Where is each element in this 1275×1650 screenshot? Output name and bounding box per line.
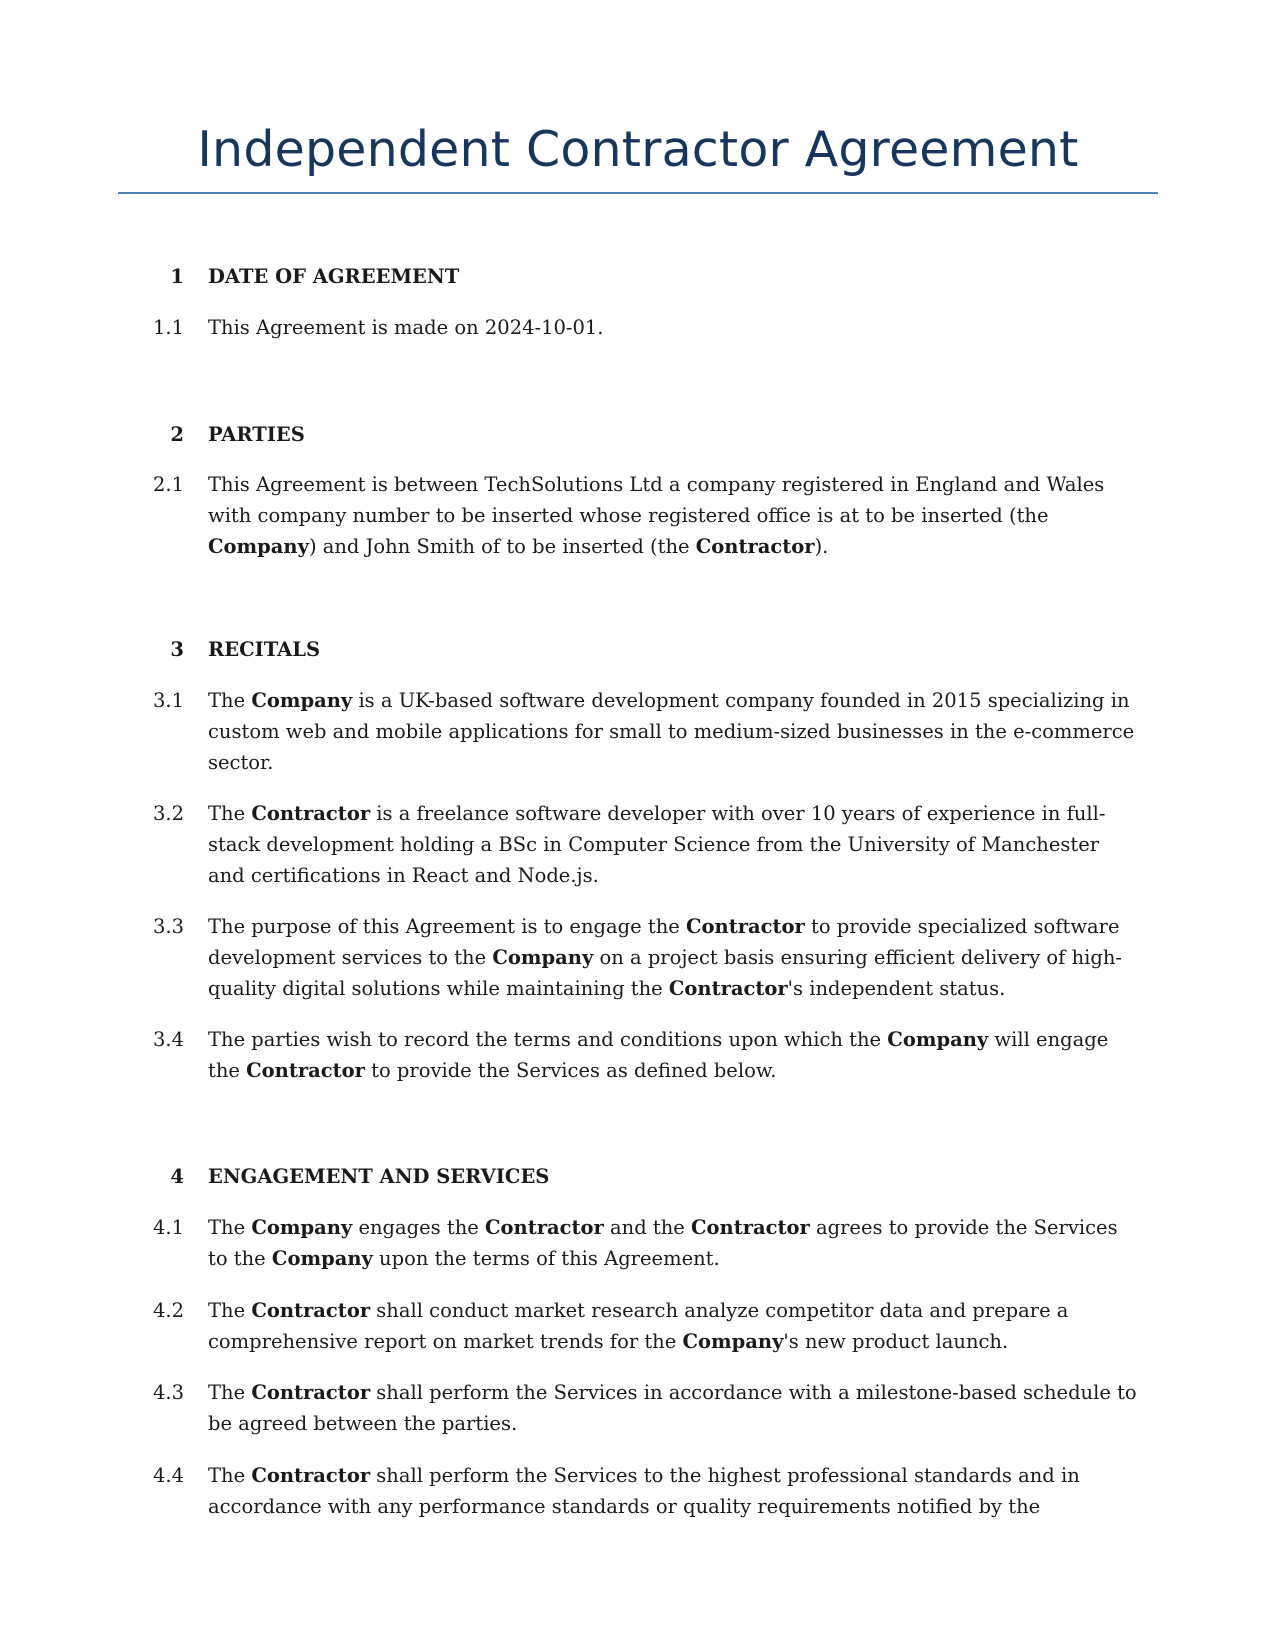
defined-term-contractor: Contractor — [251, 1464, 371, 1487]
section-number: 4 — [170, 1165, 184, 1188]
defined-term-contractor: Contractor — [695, 535, 815, 558]
section-title: DATE OF AGREEMENT — [208, 265, 460, 288]
clause-text: The Contractor shall perform the Services to the highest professional standards and in accordance with any performance standards or quality requirements notified by the — [208, 1464, 1080, 1518]
document-title: Independent Contractor Agreement — [197, 121, 1079, 178]
section-number: 3 — [170, 638, 184, 661]
defined-term-company: Company — [251, 1216, 353, 1239]
section-date-of-agreement — [0, 262, 1275, 292]
section-parties — [0, 420, 1275, 450]
defined-term-company: Company — [682, 1330, 784, 1353]
clause-number: 2.1 — [152, 473, 184, 496]
section-title: ENGAGEMENT AND SERVICES — [208, 1165, 550, 1188]
clause-text: The purpose of this Agreement is to engage the Contractor to provide specialized software development services to the Company on a project basis ensuring efficient delivery of high-quality digital solutions while maintaining the Contractor's independent status. — [208, 915, 1123, 1000]
defined-term-company: Company — [492, 946, 594, 969]
clause-number: 3.2 — [152, 802, 184, 825]
defined-term-contractor: Contractor — [246, 1059, 365, 1082]
defined-term-company: Company — [887, 1028, 989, 1051]
defined-term-company: Company — [208, 535, 309, 558]
clause-text: The Company engages the Contractor and the Contractor agrees to provide the Services to the Company upon the terms of this Agreement. — [208, 1216, 1118, 1270]
section-recitals — [0, 635, 1275, 665]
section-heading — [0, 262, 1275, 292]
section-number: 1 — [170, 265, 184, 288]
clause-number: 4.4 — [152, 1464, 184, 1487]
clause-number: 4.1 — [152, 1216, 184, 1239]
defined-term-contractor: Contractor — [251, 1299, 371, 1322]
defined-term-contractor: Contractor — [686, 915, 805, 938]
defined-term-contractor: Contractor — [668, 977, 788, 1000]
clause-text: This Agreement is made on 2024-10-01. — [208, 316, 604, 339]
section-number: 2 — [170, 423, 184, 446]
clause-number: 3.3 — [152, 915, 184, 938]
clause-text: The Contractor shall perform the Services in accordance with a milestone-based schedule to be agreed between the parties. — [208, 1381, 1137, 1435]
section-title: PARTIES — [208, 423, 305, 446]
defined-term-contractor: Contractor — [485, 1216, 604, 1239]
section-heading — [0, 420, 1275, 450]
section-heading — [0, 635, 1275, 665]
defined-term-contractor: Contractor — [251, 1381, 371, 1404]
section-title: RECITALS — [208, 638, 321, 661]
clause-number: 3.1 — [152, 689, 184, 712]
clause-text: The Contractor shall conduct market research analyze competitor data and prepare a comprehensive report on market trends for the Company's new product launch. — [208, 1299, 1069, 1353]
defined-term-company: Company — [271, 1247, 373, 1270]
clause-number: 1.1 — [152, 316, 184, 339]
defined-term-contractor: Contractor — [251, 802, 371, 825]
clause-text: The parties wish to record the terms and conditions upon which the Company will engage the Contractor to provide the Services as defined below. — [208, 1028, 1109, 1082]
section-engagement-and-services — [0, 1162, 1275, 1192]
clause-text: The Contractor is a freelance software developer with over 10 years of experience in full-stack development holding a BSc in Computer Science from the University of Manchester and certifications in React and Node.js. — [208, 802, 1106, 887]
clause-number: 4.3 — [152, 1381, 184, 1404]
defined-term-contractor: Contractor — [691, 1216, 810, 1239]
defined-term-company: Company — [251, 689, 353, 712]
section-heading — [0, 1162, 1275, 1192]
clause-number: 3.4 — [152, 1028, 184, 1051]
clause-text: The Company is a UK-based software development company founded in 2015 specializing in custom web and mobile applications for small to medium-sized businesses in the e-commerce sector. — [208, 689, 1135, 774]
clause-text: This Agreement is between TechSolutions Ltd a company registered in England and Wales with company number to be inserted whose registered office is at to be inserted (the Company) and John Smith of to be inserted (the Contractor). — [208, 473, 1105, 558]
title-underline — [118, 192, 1158, 194]
clause-number: 4.2 — [152, 1299, 184, 1322]
